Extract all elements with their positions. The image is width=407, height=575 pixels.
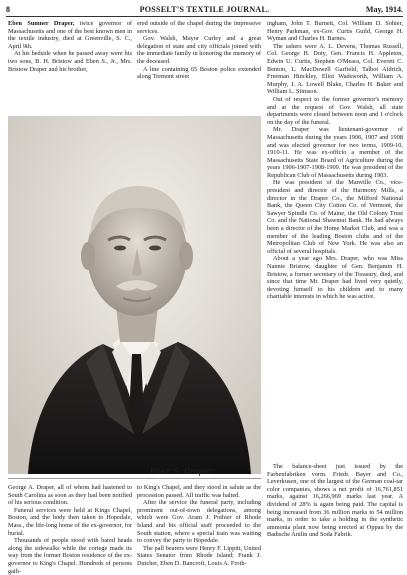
paragraph: George A. Draper, all of whom had hastened to South Carolina as soon as they had been notified of his serious condition. xyxy=(8,484,132,507)
article-column-2-bottom xyxy=(137,484,261,568)
article-column-2-top xyxy=(137,20,261,116)
journal-title: POSSELT'S TEXTILE JOURNAL. xyxy=(139,5,270,14)
paragraph: A line containing 65 Boston police extended along Tremont street xyxy=(137,65,261,81)
paragraph: At his bedside when he passed away were his two sons, B. H. Bristow and Eben S., Jr., Mrs. Bristow Draper and his brother, xyxy=(8,50,132,73)
portrait-image xyxy=(8,116,261,474)
paragraph: ingham, John T. Burnett, Col. William D. Sohier, Henry Parkman, ex-Gov. Curtis Guild, George H. Wyman and Charles H. Barnes. xyxy=(267,20,403,43)
portrait-photo xyxy=(8,116,261,474)
page-header xyxy=(6,4,403,17)
paragraph: After the service the funeral party, including prominent out-of-town delegations, among which were Gov. Aram J. Pothier of Rhode Island and his official staff proceeded to the South station, where a special train was waiting to convey the party to Hopedale. xyxy=(137,499,261,545)
paragraph: Mr. Draper was lieutenant-governor of Massachusetts during the years 1906, 1907 and 1908 and was elected governor for two terms, 1909-10, 1910-11. He was ex-officio a member of the Massachusetts State Board of Agriculture during the years 1906-1907-1908-1909. He was president of the Republican Club of Massachusetts during 1903. xyxy=(267,126,403,179)
paragraph-text: twice governor of Massachusetts and one of the best known men in the textile industry, died at Greenville, S. C., April 9th. xyxy=(8,20,133,50)
paragraph: ered outside of the chapel during the impressive services. xyxy=(137,20,261,35)
article-column-1-bottom xyxy=(8,484,132,575)
issue-date: May, 1914. xyxy=(365,5,403,14)
paragraph: The balance-sheet just issued by the Farbenfabriken vorm. Friedr. Bayer and Co., Leverkusen, one of the largest of the German coal-tar color companies, shows a net profit of 16,761,851 marks, against 16,266,969 marks last year. A dividend of 28% is again being paid. The capital is being increased from 36 million marks to 54 million marks, in order to take a holding in the synthetic ammonia plant now being erected at Oppau by the Badische Anilin und Soda Fabrik. xyxy=(267,463,403,539)
paragraph: Funeral services were held at Kings Chapel, Boston, and the body then taken to Hopedale, Mass., the life-long home of the ex-governor, for burial. xyxy=(8,506,132,537)
paragraph xyxy=(8,20,132,50)
journal-page xyxy=(6,4,403,575)
page-number: 8 xyxy=(6,5,10,14)
paragraph: About a year ago Mrs. Draper, who was Miss Nannie Bristow, daughter of Gen. Benjamin H. Bristow, a former secretary of the Treasury, died, and since that time Mr. Draper had lived very quietly, devoting himself to his children and to many charitable interests in which he was active. xyxy=(267,255,403,301)
paragraph: He was president of the Manville Co., vice-president and director of the Harmony Mills, a director in the Draper Co., the Milford National Bank, the Queen City Cotton Co. of Vermont, the Sawyer Spindle Co. of Maine, the Old Colony Trust Co. and the National Shawmut Bank. He had always been a director of the Home Market Club, and was a member of the leading Boston clubs and of the Metropolitan Club of New York. He was also an official of several hospitals. xyxy=(267,179,403,255)
paragraph: Gov. Walsh, Mayor Curley and a great delegation of state and city officials joined with the immediate family in honoring the memory of the deceased. xyxy=(137,35,261,65)
article-column-1-top xyxy=(8,20,132,116)
article-column-3 xyxy=(267,20,403,460)
paragraph: Out of respect to the former governor's memory and at the request of Gov. Walsh, all state departments were closed between noon and 1 o'clock on the day of the funeral. xyxy=(267,95,403,126)
lead-name: Eben Sumner Draper, xyxy=(8,20,75,27)
paragraph: to King's Chapel, and they stood in salute as the procession passed. All traffic was halted. xyxy=(137,484,261,499)
paragraph: The ushers were A. L. Devens, Thomas Russell, Col. George H. Doty, Gen. Francis H. Appleton, Edwin U. Curtis, Stephen O'Meara, Col. Everett C. Benton, L. MacDowell Garfield, Talbot Aldrich, Freeman Hinckley, Eliot Wadsworth, William A. Murphy, J. A. Lowell Blake, Charles H. Baker and William L. Stimson. xyxy=(267,42,403,96)
paragraph: Thousands of people stood with bared heads along the sidewalks while the cortege made its way from the former Boston residence of the ex-governor to King's Chapel. Hundreds of persons gath- xyxy=(8,537,132,575)
paragraph: The pall bearers were Henry F. Lippitt, United States Senator from Rhode Island; Frank J. Dutcher, Eben D. Bancroft, Louis A. Froth- xyxy=(137,544,261,567)
divider xyxy=(8,478,261,479)
bayer-dividend-item xyxy=(267,463,403,568)
portrait-caption: Eben S. Draper xyxy=(149,467,213,476)
